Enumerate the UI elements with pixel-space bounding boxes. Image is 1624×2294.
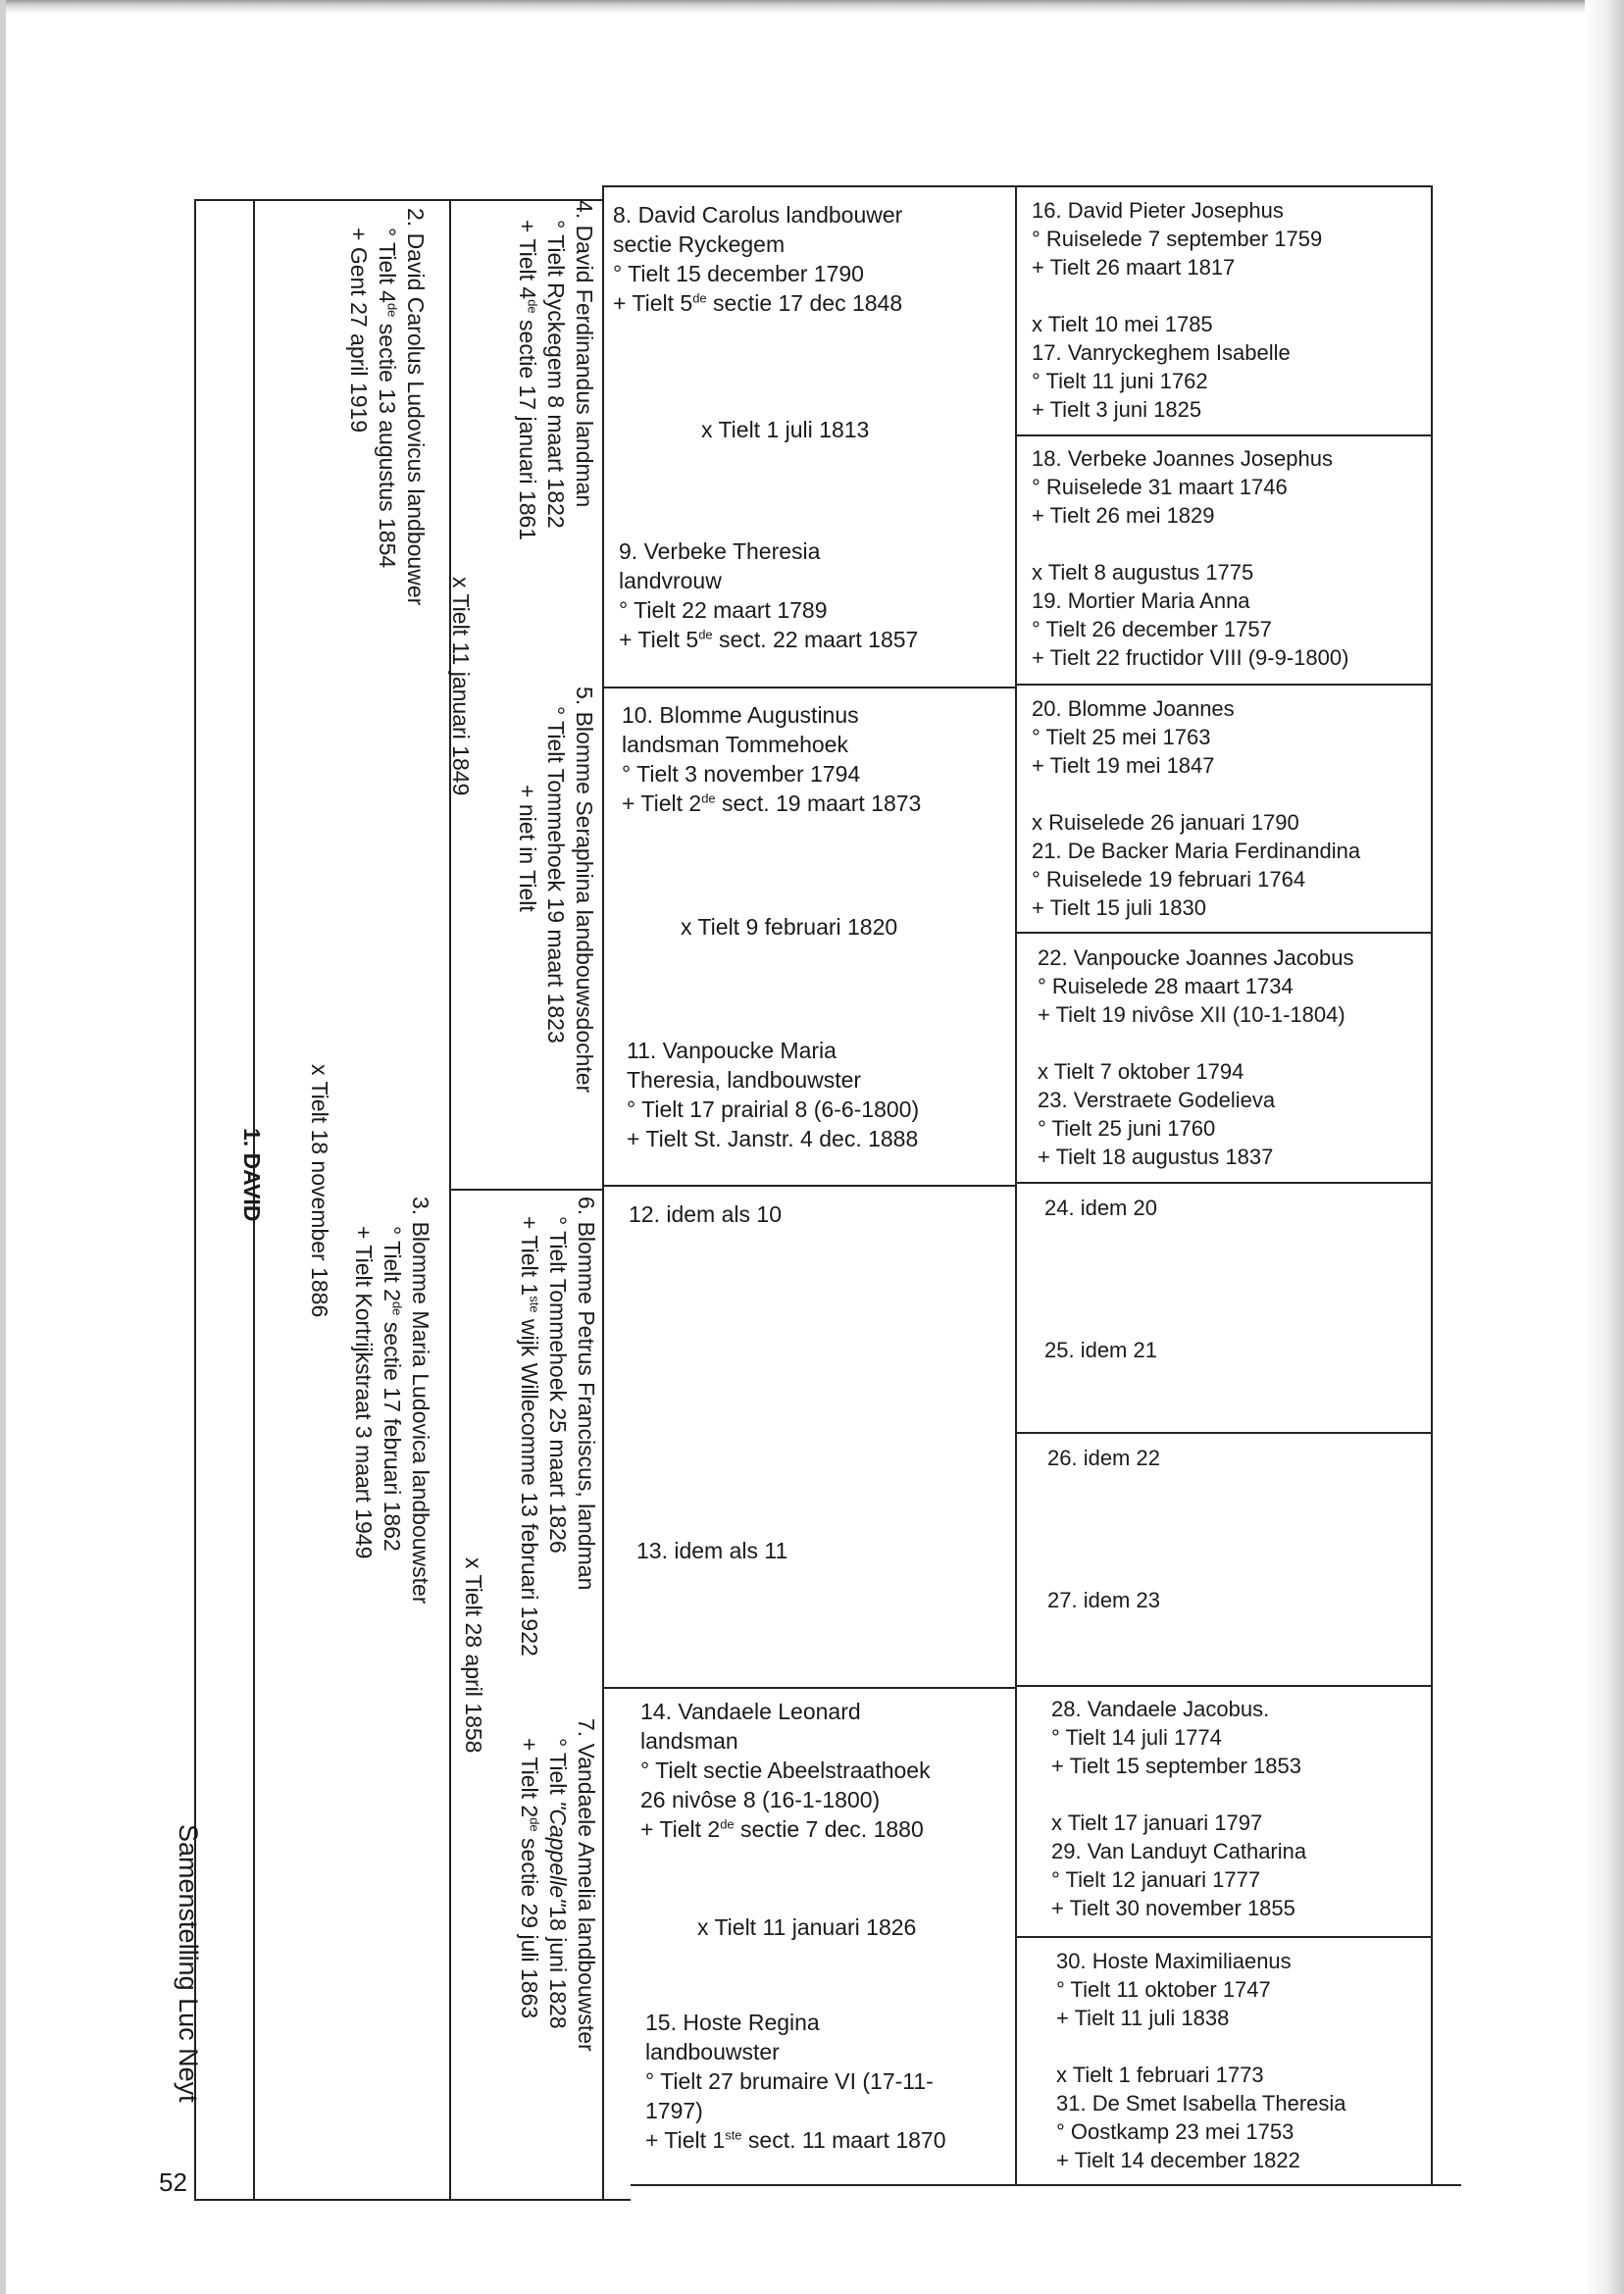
- spacer: [1032, 780, 1360, 808]
- person-5: 5. Blomme Seraphina landbouwsdochter ° Tielt Tommehoek 19 maart 1823 + niet in Tielt: [515, 687, 597, 1094]
- person-11: 11. Vanpoucke Maria Theresia, landbouwster ° Tielt 17 prairial 8 (6-6-1800) + Tielt St. Janstr. 4 dec. 1888: [627, 1038, 920, 1151]
- ancestor-line: + Tielt 18 augustus 1837: [1038, 1145, 1274, 1169]
- marriage-2-3: x Tielt 18 november 1886: [307, 1064, 332, 1318]
- ancestor-line: ° Oostkamp 23 mei 1753: [1056, 2119, 1294, 2144]
- spacer: [1038, 1029, 1354, 1057]
- ancestor-line: + Tielt 15 juli 1830: [1032, 895, 1206, 920]
- person-2: 2. David Carolus Ludovicus landbouwer ° Tielt 4de sectie 13 augustus 1854 + Gent 27 april 1919: [346, 208, 429, 606]
- couple-10-11: 10. Blomme Augustinus landsman Tommehoek ° Tielt 3 november 1794 + Tielt 2de sect. 19 maart 1873: [622, 702, 922, 816]
- ancestor-line: 31. De Smet Isabella Theresia: [1056, 2091, 1346, 2116]
- person-3: 3. Blomme Maria Ludovica landbouwster ° Tielt 2de sectie 17 februari 1862 + Tielt Kortrijkstraat 3 maart 1949: [351, 1197, 433, 1605]
- person-13: 13. idem als 11: [636, 1538, 788, 1563]
- ancestor-line: + Tielt 15 september 1853: [1051, 1754, 1301, 1778]
- ancestor-cell-24-25: [1044, 1194, 1157, 1364]
- ancestor-line: + Tielt 22 fructidor VIII (9-9-1800): [1032, 645, 1349, 670]
- page-edge: [0, 0, 6, 2294]
- marriage-14-15: x Tielt 11 januari 1826: [697, 1914, 917, 1940]
- ancestor-line: ° Tielt 25 juni 1760: [1038, 1116, 1216, 1141]
- spacer: [1047, 1472, 1160, 1501]
- ancestor-line: + Tielt 11 juli 1838: [1056, 2006, 1230, 2030]
- ancestor-line: + Tielt 30 november 1855: [1051, 1896, 1295, 1920]
- ancestor-line: ° Tielt 26 december 1757: [1032, 617, 1272, 641]
- person-15: 15. Hoste Regina landbouwster ° Tielt 27 brumaire VI (17-11- 1797) + Tielt 1ste sect. 11 maart 1870: [645, 2010, 946, 2153]
- ancestor-line: 20. Blomme Joannes: [1032, 696, 1235, 721]
- couple-14-15: 14. Vandaele Leonard landsman ° Tielt sectie Abeelstraathoek 26 nivôse 8 (16-1-1800) + Tielt 2de sectie 7 dec. 1880: [640, 1699, 931, 1842]
- ancestor-line: 24. idem 20: [1044, 1196, 1157, 1220]
- ancestor-line: 19. Mortier Maria Anna: [1032, 588, 1250, 613]
- ancestor-line: ° Tielt 11 oktober 1747: [1056, 1977, 1271, 2002]
- spacer: [1044, 1279, 1157, 1307]
- ancestor-line: 17. Vanryckeghem Isabelle: [1032, 340, 1291, 365]
- ancestor-line: x Ruiselede 26 januari 1790: [1032, 810, 1299, 835]
- marriage-6-7: x Tielt 28 april 1858: [461, 1557, 486, 1754]
- ancestor-line: + Tielt 19 nivôse XII (10-1-1804): [1038, 1002, 1345, 1027]
- page-edge: [1585, 0, 1624, 2294]
- ancestor-line: ° Tielt 11 juni 1762: [1032, 369, 1208, 393]
- person-6: 6. Blomme Petrus Franciscus, landman ° Tielt Tommehoek 25 maart 1826 + Tielt 1ste wijk Willecomme 13 februari 1922: [517, 1197, 599, 1657]
- ancestor-line: 29. Van Landuyt Catharina: [1051, 1839, 1307, 1863]
- person-4: 4. David Ferdinandus landman ° Tielt Ryckegem 8 maart 1822 + Tielt 4de sectie 17 januari 1861: [515, 200, 597, 541]
- spacer: [1044, 1307, 1157, 1336]
- ancestor-cell-20-21: [1032, 694, 1360, 922]
- ancestor-line: ° Ruiselede 28 maart 1734: [1038, 974, 1294, 998]
- spacer: [1056, 2032, 1346, 2061]
- ancestor-line: 16. David Pieter Josephus: [1032, 198, 1284, 223]
- person-7: 7. Vandaele Amelia landbouwster ° Tielt "Cappelle"18 juni 1828 + Tielt 2de sectie 29 juli 1863: [517, 1718, 599, 2052]
- ancestor-line: x Tielt 1 februari 1773: [1056, 2063, 1264, 2087]
- page-number: 52: [159, 2167, 187, 2197]
- spacer: [1047, 1557, 1160, 1586]
- ancestor-line: + Tielt 19 mei 1847: [1032, 753, 1215, 778]
- ancestor-line: 26. idem 22: [1047, 1446, 1160, 1470]
- marriage-8-9: x Tielt 1 juli 1813: [701, 417, 870, 442]
- ancestor-line: x Tielt 7 oktober 1794: [1038, 1059, 1244, 1084]
- ancestor-line: + Tielt 3 juni 1825: [1032, 397, 1202, 422]
- ancestor-line: 18. Verbeke Joannes Josephus: [1032, 446, 1334, 471]
- ancestor-line: + Tielt 14 december 1822: [1056, 2148, 1300, 2172]
- ancestor-line: 22. Vanpoucke Joannes Jacobus: [1038, 945, 1354, 970]
- ancestor-cell-26-27: [1047, 1444, 1160, 1614]
- person-9: 9. Verbeke Theresia landvrouw ° Tielt 22 maart 1789 + Tielt 5de sect. 22 maart 1857: [619, 538, 919, 652]
- ancestor-line: ° Tielt 25 mei 1763: [1032, 725, 1211, 749]
- ancestor-line: ° Ruiselede 7 september 1759: [1032, 227, 1323, 251]
- ancestor-line: x Tielt 17 januari 1797: [1051, 1810, 1263, 1835]
- spacer: [1051, 1780, 1306, 1809]
- ancestor-line: ° Ruiselede 19 februari 1764: [1032, 867, 1306, 892]
- ancestor-line: ° Tielt 12 januari 1777: [1051, 1867, 1261, 1892]
- ancestor-cell-28-29: [1051, 1695, 1306, 1922]
- ancestor-line: ° Tielt 14 juli 1774: [1051, 1725, 1222, 1750]
- ancestor-line: 27. idem 23: [1047, 1588, 1160, 1612]
- ancestor-line: x Tielt 8 augustus 1775: [1032, 560, 1254, 585]
- person-12: 12. idem als 10: [629, 1201, 782, 1227]
- compiler-credit: Samenstelling Luc Neyt: [174, 1824, 203, 2103]
- spacer: [1032, 530, 1348, 558]
- ancestor-cell-22-23: [1038, 943, 1354, 1171]
- page-edge: [0, 0, 1624, 14]
- ancestor-line: ° Ruiselede 31 maart 1746: [1032, 475, 1288, 499]
- ancestor-line: + Tielt 26 maart 1817: [1032, 255, 1236, 280]
- spacer: [1044, 1250, 1157, 1279]
- ancestor-line: 30. Hoste Maximiliaenus: [1056, 1949, 1292, 1973]
- spacer: [1047, 1501, 1160, 1529]
- marriage-10-11: x Tielt 9 februari 1820: [681, 914, 898, 940]
- spacer: [1047, 1529, 1160, 1557]
- marriage-4-5: x Tielt 11 januari 1849: [448, 577, 474, 796]
- ancestor-line: x Tielt 10 mei 1785: [1032, 312, 1213, 336]
- ancestor-cell-18-19: [1032, 444, 1348, 672]
- ancestor-line: 28. Vandaele Jacobus.: [1051, 1697, 1270, 1721]
- spacer: [1032, 281, 1322, 310]
- spacer: [1044, 1222, 1157, 1250]
- ancestor-line: + Tielt 26 mei 1829: [1032, 503, 1215, 528]
- root-person: 1. DAVID: [239, 1128, 265, 1222]
- couple-8-9: 8. David Carolus landbouwer sectie Ryckegem ° Tielt 15 december 1790 + Tielt 5de sectie 17 dec 1848: [613, 202, 903, 316]
- ancestor-line: 21. De Backer Maria Ferdinandina: [1032, 839, 1361, 863]
- ancestor-line: 23. Verstraete Godelieva: [1038, 1088, 1276, 1112]
- ancestor-cell-30-31: [1056, 1947, 1346, 2174]
- ancestor-line: 25. idem 21: [1044, 1338, 1157, 1362]
- ancestor-cell-16-17: [1032, 196, 1322, 424]
